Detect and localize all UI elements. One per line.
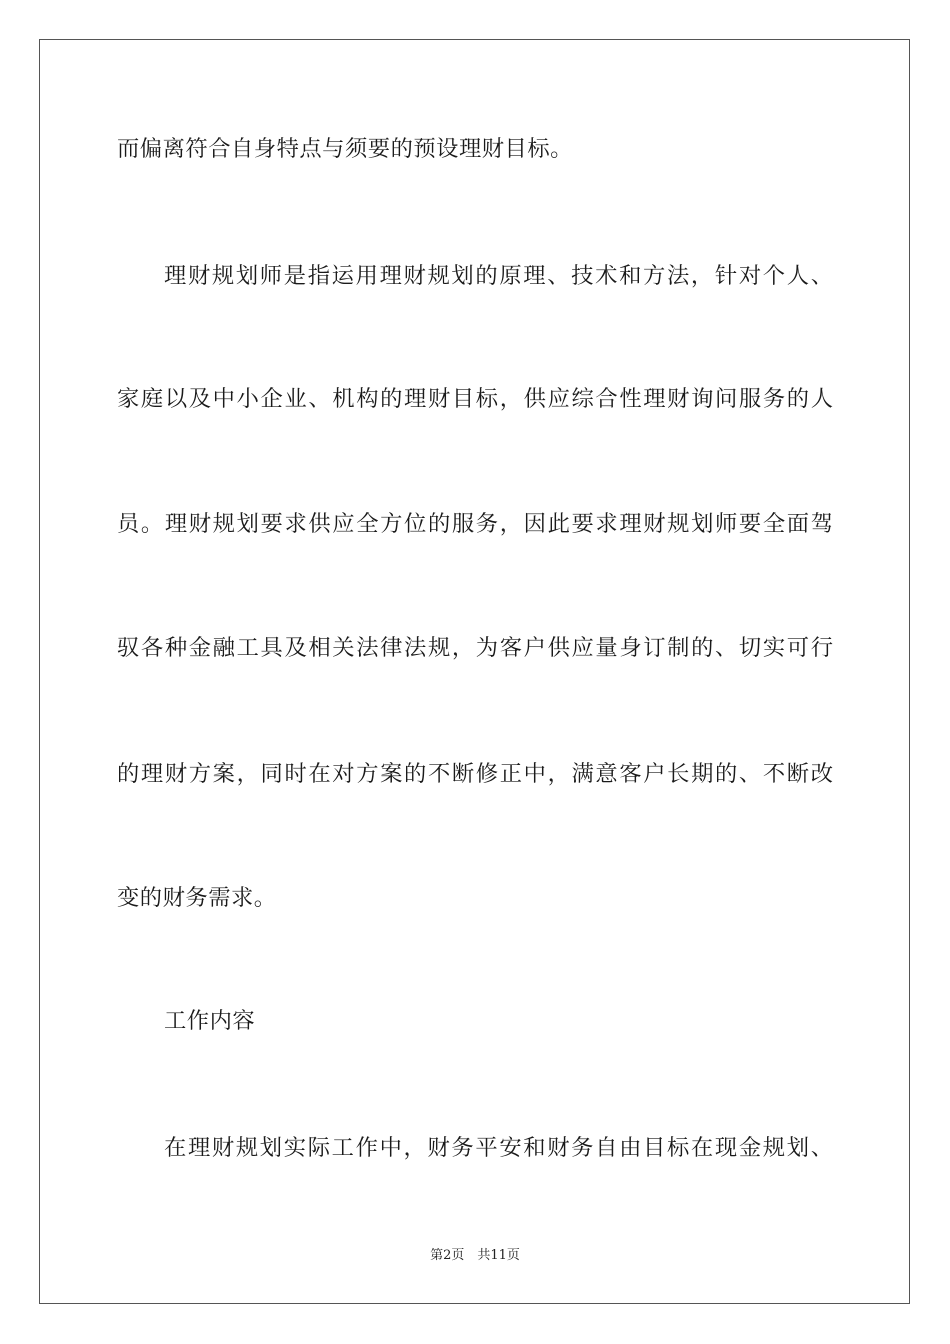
paragraph-line-2: 理财规划师是指运用理财规划的原理、技术和方法，针对个人、 — [164, 263, 833, 289]
paragraph-line-8: 在理财规划实际工作中，财务平安和财务自由目标在现金规划、 — [164, 1135, 833, 1161]
paragraph-line-3: 家庭以及中小企业、机构的理财目标，供应综合性理财询问服务的人 — [117, 386, 833, 412]
section-heading: 工作内容 — [164, 1008, 256, 1034]
page-border — [39, 39, 910, 1304]
paragraph-line-7: 变的财务需求。 — [117, 885, 277, 911]
paragraph-line-4: 员。理财规划要求供应全方位的服务，因此要求理财规划师要全面驾 — [117, 511, 833, 537]
paragraph-line-1: 而偏离符合自身特点与须要的预设理财目标。 — [117, 136, 573, 162]
page-number-footer: 第2页 共11页 — [430, 1248, 520, 1263]
paragraph-line-6: 的理财方案，同时在对方案的不断修正中，满意客户长期的、不断改 — [117, 761, 833, 787]
paragraph-line-5: 驭各种金融工具及相关法律法规，为客户供应量身订制的、切实可行 — [117, 635, 833, 661]
